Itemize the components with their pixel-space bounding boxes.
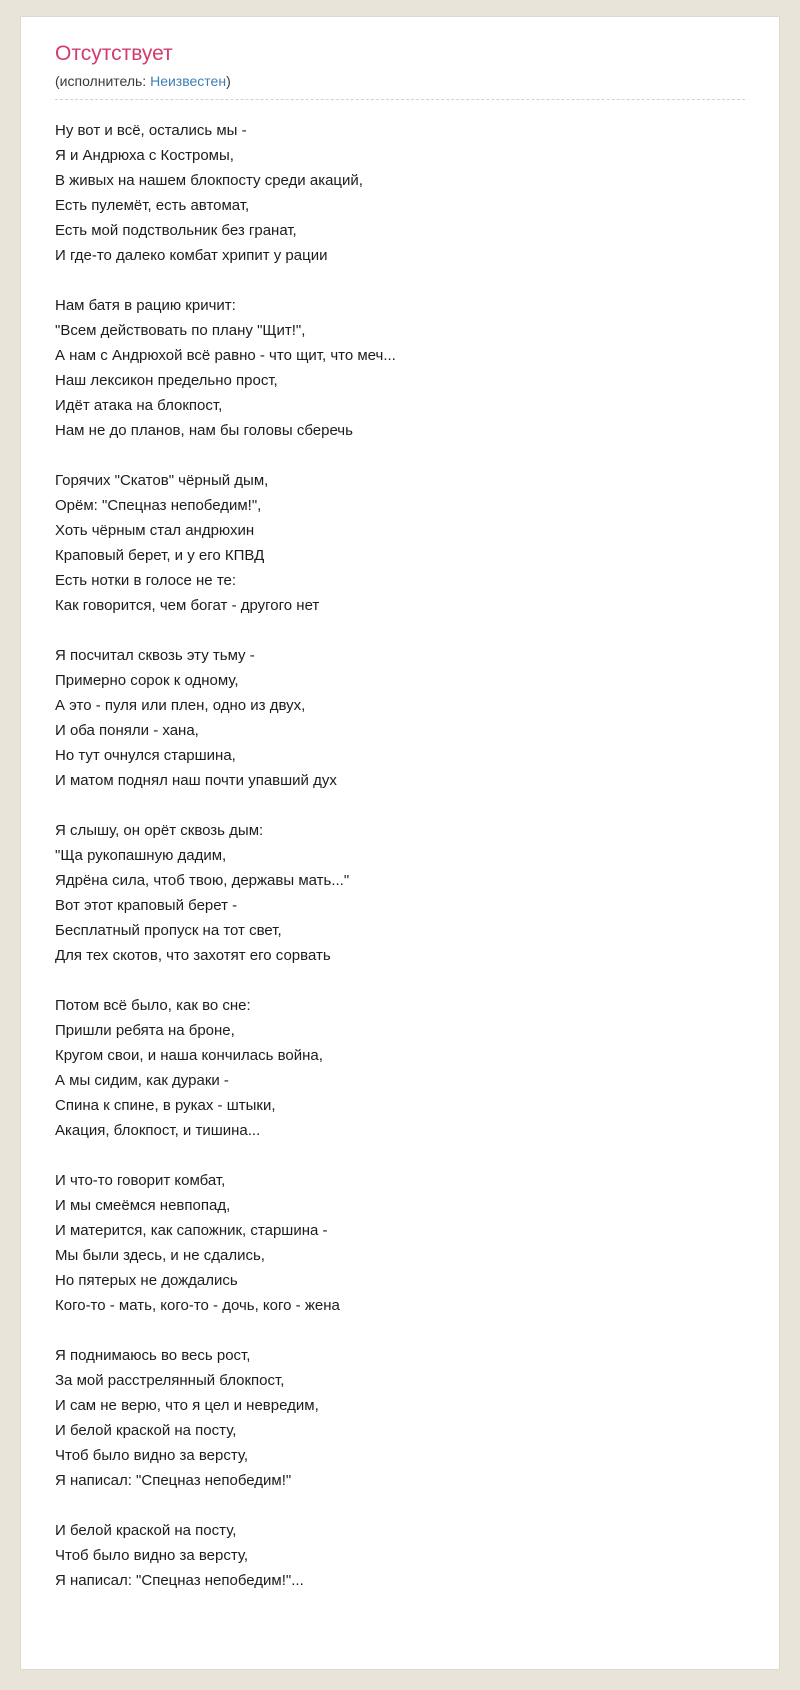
lyrics-line: А нам с Андрюхой всё равно - что щит, что меч... [55,347,396,364]
lyrics-stanza [55,468,745,618]
lyrics-line: В живых на нашем блокпосту среди акаций, [55,172,363,189]
lyrics-line: А мы сидим, как дураки - [55,1072,229,1089]
lyrics-line: Наш лексикон предельно прост, [55,372,278,389]
lyrics-line: Орём: "Спецназ непобедим!", [55,497,262,514]
lyrics-line: Кругом свои, и наша кончилась война, [55,1047,323,1064]
lyrics-line: Я написал: "Спецназ непобедим!" [55,1472,292,1489]
lyrics-line: Я слышу, он орёт сквозь дым: [55,822,264,839]
page-title: Отсутствует [55,42,173,65]
lyrics-stanza [55,1518,745,1593]
lyrics-line: И где-то далеко комбат хрипит у рации [55,247,328,264]
lyrics-line: Хоть чёрным стал андрюхин [55,522,255,539]
lyrics-stanza [55,643,745,793]
lyrics-line: Чтоб было видно за версту, [55,1447,249,1464]
artist-link[interactable]: Неизвестен [150,73,227,89]
lyrics-line: И матерится, как сапожник, старшина - [55,1222,328,1239]
lyrics-line: Я поднимаюсь во весь рост, [55,1347,251,1364]
lyrics-line: Мы были здесь, и не сдались, [55,1247,265,1264]
lyrics-line: Нам батя в рацию кричит: [55,297,236,314]
lyrics-line: Я и Андрюха с Костромы, [55,147,234,164]
lyrics-sheet [20,16,780,1670]
lyrics-line: Потом всё было, как во сне: [55,997,251,1014]
lyrics-line: И белой краской на посту, [55,1422,237,1439]
lyrics-line: Вот этот краповый берет - [55,897,238,914]
lyrics-stanza [55,818,745,968]
lyrics-line: Как говорится, чем богат - другого нет [55,597,320,614]
lyrics-line: За мой расстрелянный блокпост, [55,1372,285,1389]
lyrics-stanza [55,118,745,268]
lyrics-body [55,118,745,1593]
open-paren: ( [55,73,60,89]
lyrics-line: И что-то говорит комбат, [55,1172,226,1189]
lyrics-line: И мы смеёмся невпопад, [55,1197,231,1214]
lyrics-line: "Всем действовать по плану "Щит!", [55,322,306,339]
lyrics-line: Для тех скотов, что захотят его сорвать [55,947,331,964]
lyrics-line: "Ща рукопашную дадим, [55,847,227,864]
lyrics-line: Нам не до планов, нам бы головы сберечь [55,422,353,439]
lyrics-line: Я написал: "Спецназ непобедим!"... [55,1572,304,1589]
lyrics-line: И сам не верю, что я цел и невредим, [55,1397,319,1414]
lyrics-line: Горячих "Скатов" чёрный дым, [55,472,269,489]
artist-label: исполнитель: [59,73,147,89]
lyrics-stanza [55,1343,745,1493]
lyrics-line: Примерно сорок к одному, [55,672,239,689]
lyrics-line: И белой краской на посту, [55,1522,237,1539]
lyrics-stanza [55,993,745,1143]
lyrics-line: Спина к спине, в руках - штыки, [55,1097,276,1114]
lyrics-line: И матом поднял наш почти упавший дух [55,772,337,789]
lyrics-line: Есть нотки в голосе не те: [55,572,237,589]
lyrics-line: Но тут очнулся старшина, [55,747,236,764]
lyrics-line: Ну вот и всё, остались мы - [55,122,247,139]
lyrics-stanza [55,293,745,443]
lyrics-line: Краповый берет, и у его КПВД [55,547,265,564]
lyrics-line: Ядрёна сила, чтоб твою, державы мать..." [55,872,350,889]
artist-line [55,73,745,100]
lyrics-line: Пришли ребята на броне, [55,1022,235,1039]
lyrics-line: И оба поняли - хана, [55,722,199,739]
lyrics-line: Бесплатный пропуск на тот свет, [55,922,282,939]
lyrics-line: Есть мой подствольник без гранат, [55,222,297,239]
lyrics-line: Я посчитал сквозь эту тьму - [55,647,255,664]
close-paren: ) [226,73,231,89]
lyrics-stanza [55,1168,745,1318]
lyrics-line: А это - пуля или плен, одно из двух, [55,697,306,714]
lyrics-line: Чтоб было видно за версту, [55,1547,249,1564]
lyrics-line: Идёт атака на блокпост, [55,397,223,414]
lyrics-line: Кого-то - мать, кого-то - дочь, кого - жена [55,1297,340,1314]
lyrics-line: Акация, блокпост, и тишина... [55,1122,261,1139]
lyrics-line: Но пятерых не дождались [55,1272,238,1289]
lyrics-line: Есть пулемёт, есть автомат, [55,197,250,214]
